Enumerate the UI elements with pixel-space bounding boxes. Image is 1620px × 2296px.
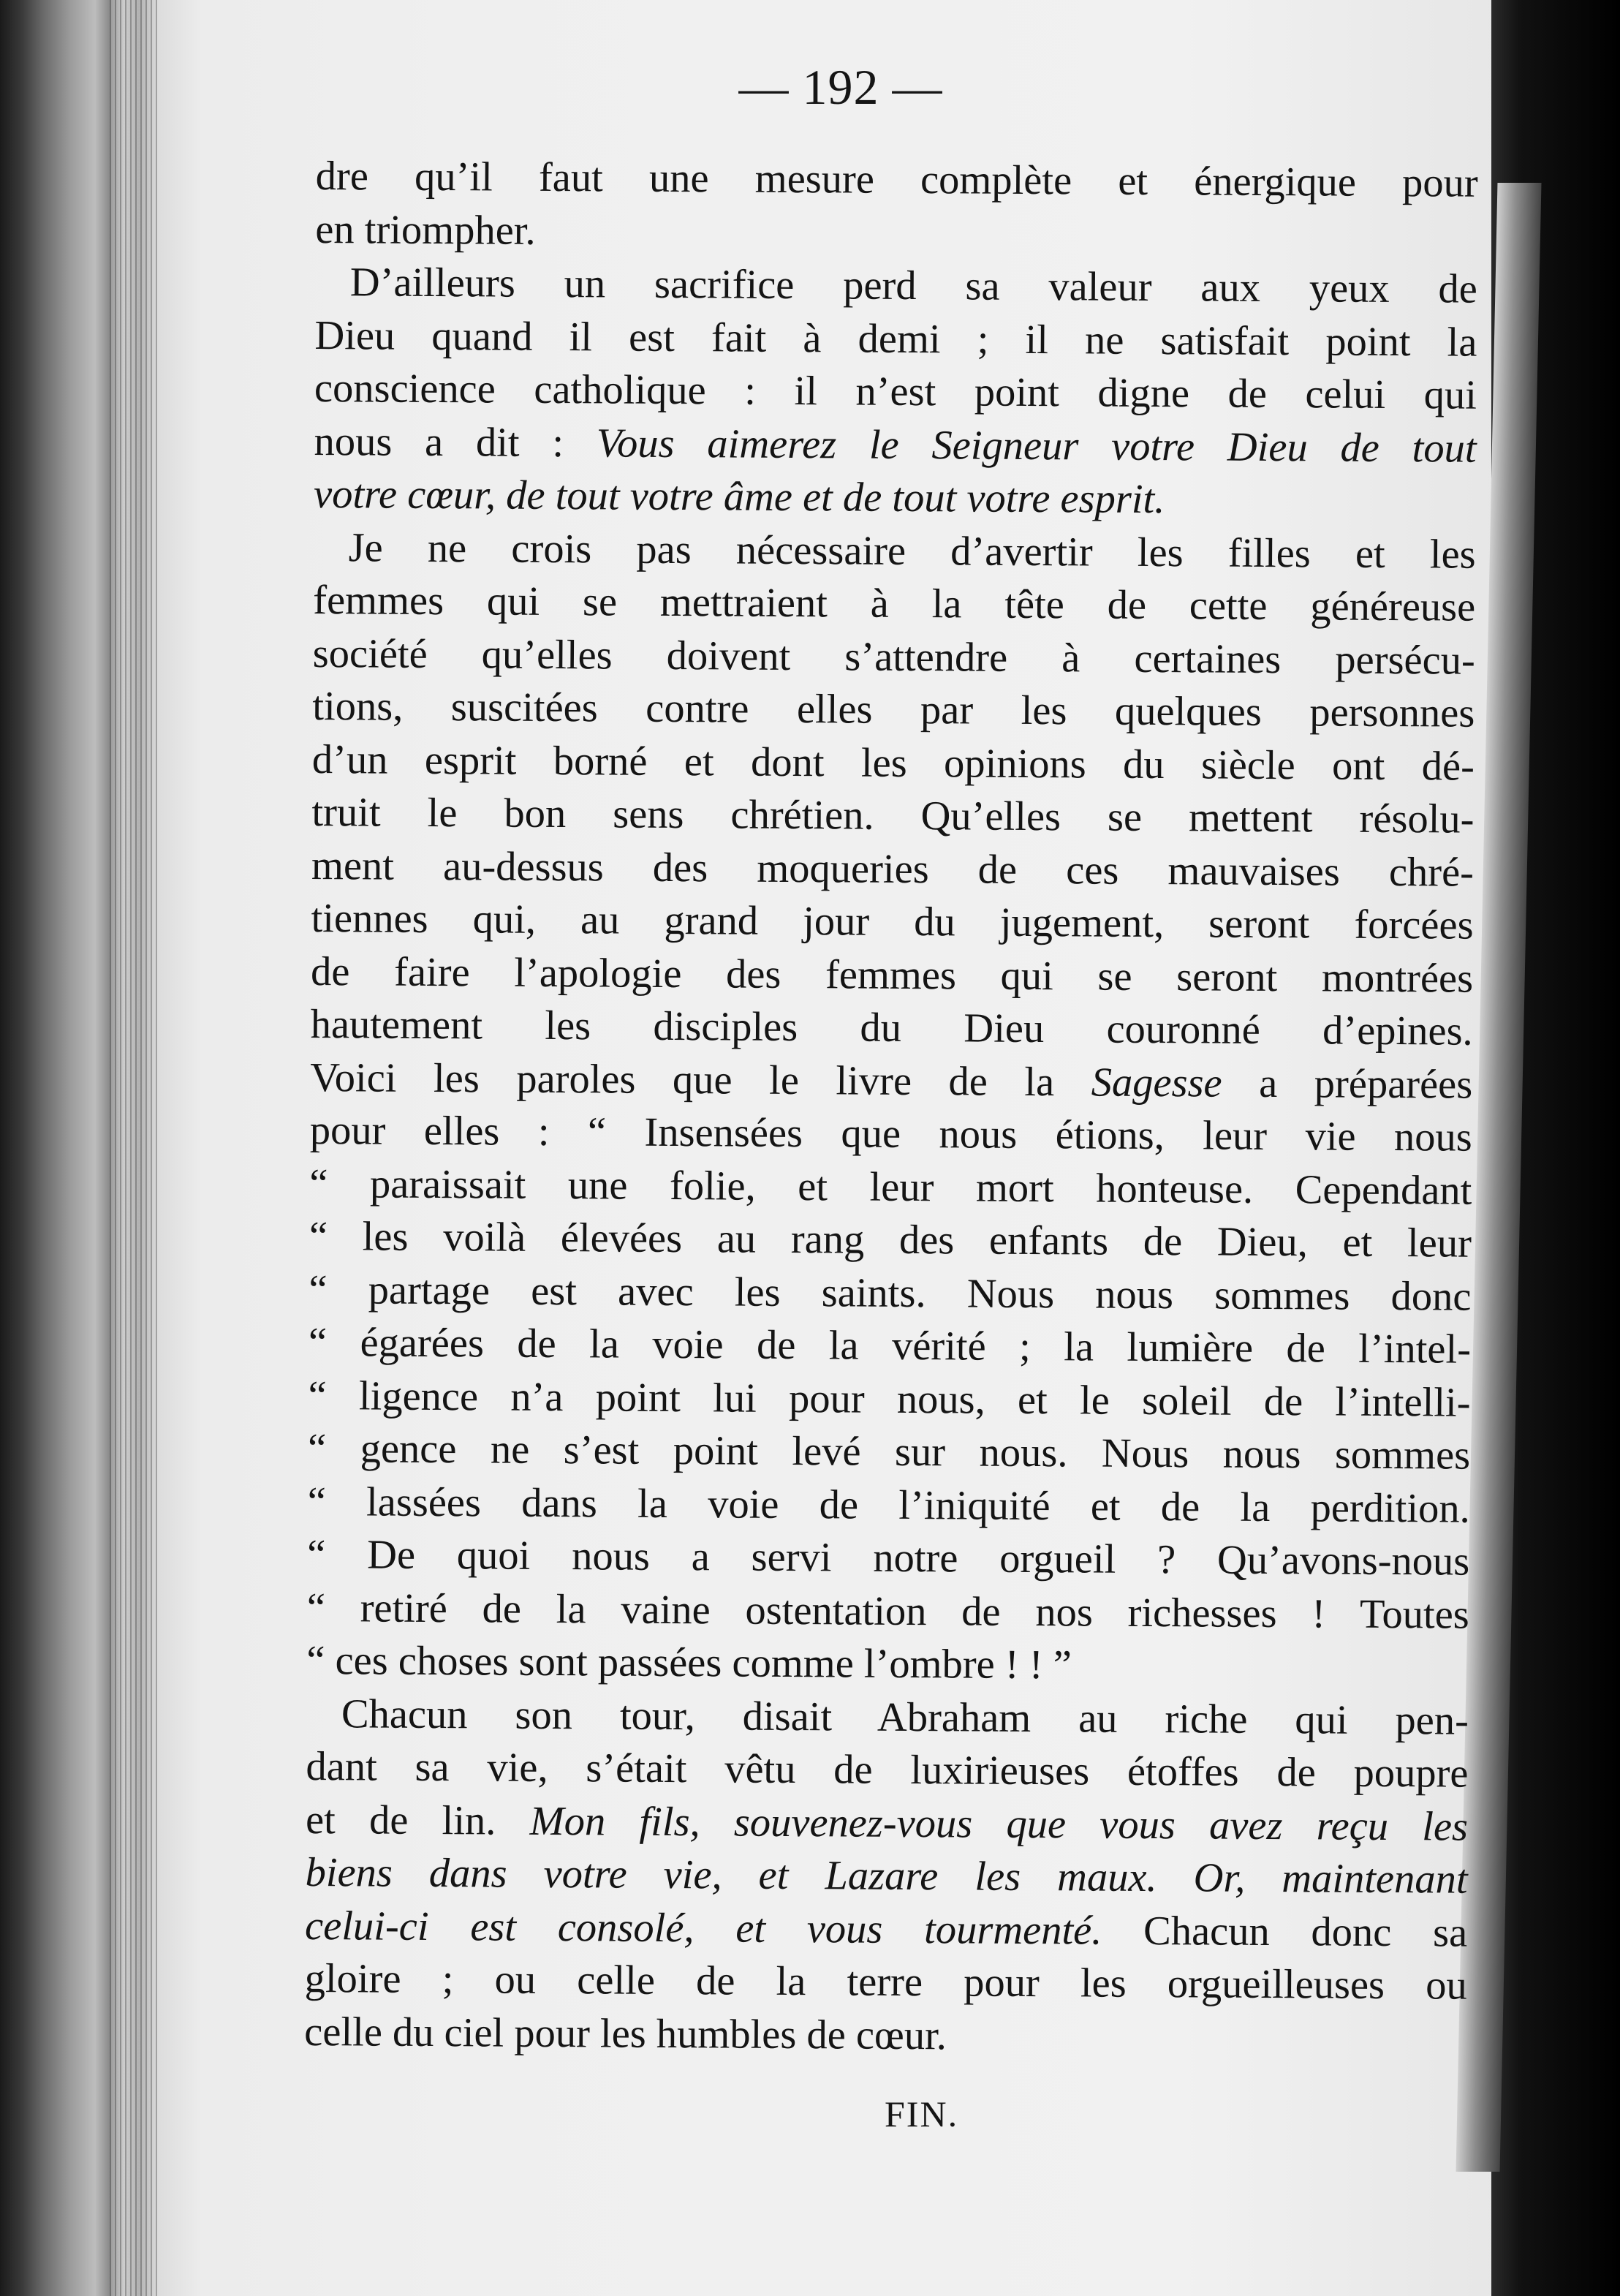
text-line: [304, 2005, 1466, 2065]
text-run: dre qu’il faut une mesure complète et énergique pour: [315, 153, 1478, 206]
text-run: “ paraissait une folie, et leur mort honteuse. Cependant: [309, 1160, 1472, 1214]
text-line: [306, 1687, 1469, 1747]
italic-text-run: celui-ci est consolé, et vous tourmenté.: [304, 1903, 1102, 1954]
text-line: [314, 415, 1476, 475]
italic-text-run: Vous aimerez le Seigneur votre Dieu de tout: [596, 420, 1477, 472]
text-line: [314, 362, 1477, 422]
text-line: [306, 1793, 1468, 1853]
end-marker: FIN.: [885, 2093, 959, 2134]
text-run: tions, suscitées contre elles par les quelques personnes: [312, 683, 1475, 736]
text-run: nous a dit :: [314, 418, 597, 466]
text-run: “ ligence n’a point lui pour nous, et le soleil de l’intelli-: [308, 1372, 1471, 1426]
text-run: Chacun son tour, disait Abraham au riche qui pen-: [341, 1691, 1469, 1744]
text-line: [313, 627, 1475, 687]
text-line: [305, 1899, 1467, 1959]
body-text: [304, 150, 1478, 2066]
text-run: gloire ; ou celle de la terre pour les orgueilleuses ou: [304, 1955, 1467, 2009]
text-line: [310, 998, 1472, 1058]
text-run: dant sa vie, s’était vêtu de luxirieuses étoffes de poupre: [306, 1743, 1469, 1797]
text-line: [311, 839, 1474, 899]
text-line: [315, 256, 1477, 316]
text-line: [311, 945, 1473, 1005]
text-run: d’un esprit borné et dont les opinions du siècle ont dé-: [311, 736, 1475, 790]
text-line: [315, 203, 1477, 263]
text-run: truit le bon sens chrétien. Qu’elles se mettent résolu-: [311, 789, 1475, 842]
stacked-page-edges: [110, 0, 157, 2296]
text-line: [307, 1581, 1469, 1641]
text-line: [314, 309, 1477, 369]
italic-text-run: biens dans votre vie, et Lazare les maux. Or, maintenant: [305, 1849, 1468, 1903]
text-line: [310, 1104, 1472, 1164]
text-run: a préparées: [1222, 1060, 1473, 1108]
text-run: “ ces choses sont passées comme l’ombre ! ! ”: [306, 1637, 1072, 1688]
text-run: hautement les disciples du Dieu couronné d’epines.: [310, 1001, 1473, 1054]
text-run: D’ailleurs un sacrifice perd sa valeur aux yeux de: [349, 260, 1478, 312]
text-run: Chacun donc sa: [1102, 1908, 1468, 1956]
text-line: [314, 468, 1476, 528]
text-line: [312, 680, 1475, 740]
text-run: Voici les paroles que le livre de la: [310, 1054, 1091, 1106]
text-run: et de lin.: [305, 1797, 530, 1844]
text-line: [313, 521, 1475, 581]
text-run: “ les voilà élevées au rang des enfants de Dieu, et leur: [309, 1213, 1472, 1266]
text-line: [307, 1528, 1469, 1588]
text-run: Dieu quand il est fait à demi ; il ne satisfait point la: [314, 312, 1477, 366]
text-run: Je ne crois pas nécessaire d’avertir les filles et les: [348, 524, 1476, 578]
text-run: “ égarées de la voie de la vérité ; la lumière de l’intel-: [308, 1319, 1472, 1372]
text-run: celle du ciel pour les humbles de cœur.: [304, 2009, 947, 2058]
text-run: de faire l’apologie des femmes qui se seront montrées: [310, 948, 1474, 1002]
text-line: [306, 1740, 1468, 1800]
text-line: [308, 1422, 1470, 1482]
text-run: ment au-dessus des moqueries de ces mauvaises chré-: [311, 842, 1475, 896]
text-run: tiennes qui, au grand jour du jugement, seront forcées: [311, 895, 1474, 948]
text-line: [309, 1263, 1471, 1323]
text-line: [305, 1846, 1467, 1906]
text-run: “ partage est avec les saints. Nous nous sommes donc: [309, 1266, 1472, 1320]
text-line: [313, 574, 1475, 634]
text-run: “ gence ne s’est point levé sur nous. Nous nous sommes: [307, 1425, 1471, 1479]
text-line: [307, 1475, 1469, 1535]
text-line: [309, 1210, 1472, 1270]
page-number: — 192 —: [738, 59, 943, 115]
italic-text-run: votre cœur, de tout votre âme et de tout votre esprit.: [313, 471, 1165, 523]
text-line: [312, 733, 1475, 793]
text-run: société qu’elles doivent s’attendre à certaines persécu-: [312, 630, 1475, 684]
text-run: femmes qui se mettraient à la tête de cette généreuse: [313, 577, 1476, 630]
text-line: [316, 150, 1478, 210]
text-line: [308, 1369, 1470, 1429]
text-line: [309, 1157, 1472, 1217]
text-run: pour elles : “ Insensées que nous étions, leur vie nous: [309, 1107, 1472, 1160]
text-line: [304, 1952, 1466, 2012]
text-run: en triompher.: [315, 206, 536, 254]
text-line: [311, 786, 1474, 846]
text-run: “ retiré de la vaine ostentation de nos richesses ! Toutes: [306, 1585, 1469, 1638]
italic-text-run: Mon fils, souvenez-vous que vous avez reçu les: [529, 1798, 1469, 1850]
italic-text-run: Sagesse: [1091, 1060, 1222, 1106]
text-line: [311, 892, 1473, 952]
text-line: [306, 1634, 1469, 1694]
text-line: [309, 1316, 1471, 1376]
text-run: conscience catholique : il n’est point digne de celui qui: [314, 365, 1477, 418]
text-run: “ De quoi nous a servi notre orgueil ? Qu’avons-nous: [307, 1531, 1470, 1585]
text-run: “ lassées dans la voie de l’iniquité et de la perdition.: [307, 1479, 1470, 1532]
text-line: [310, 1051, 1472, 1111]
